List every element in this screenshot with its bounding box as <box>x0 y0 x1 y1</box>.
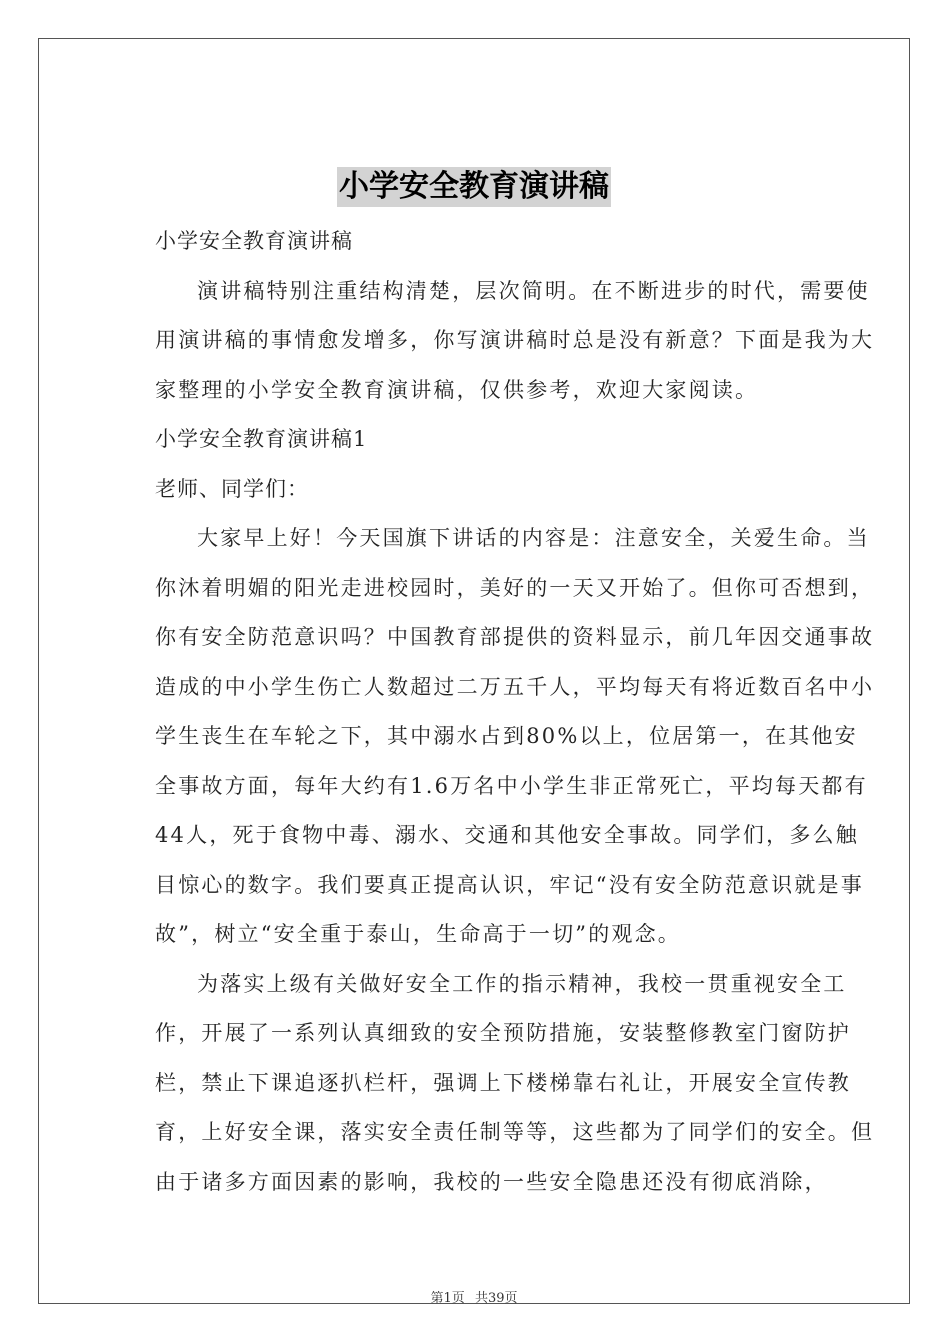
document-page <box>38 38 910 1304</box>
subtitle-line: 小学安全教育演讲稿 <box>155 229 353 253</box>
intro-paragraph: 演讲稿特别注重结构清楚，层次简明。在不断进步的时代，需要使用演讲稿的事情愈发增多，你写演讲稿时总是没有新意？下面是我为大家整理的小学安全教育演讲稿，仅供参考，欢迎大家阅读。 <box>155 278 875 402</box>
document-body <box>155 217 879 1207</box>
document-title: 小学安全教育演讲稿 <box>337 167 611 207</box>
page-footer <box>39 1287 909 1306</box>
page-number: 第1页 <box>430 1291 465 1306</box>
body-paragraph: 为落实上级有关做好安全工作的指示精神，我校一贯重视安全工作，开展了一系列认真细致的安全预防措施，安装整修教室门窗防护栏，禁止下课追逐扒栏杆，强调上下楼梯靠右礼让，开展安全宣传教育，上好安全课，落实安全责任制等等，这些都为了同学们的安全。但由于诸多方面因素的影响，我校的一些安全隐患还没有彻底消除， <box>155 971 875 1194</box>
section-heading: 小学安全教育演讲稿1 <box>155 427 368 451</box>
body-paragraph: 大家早上好！今天国旗下讲话的内容是：注意安全，关爱生命。当你沐着明媚的阳光走进校园时，美好的一天又开始了。但你可否想到，你有安全防范意识吗？中国教育部提供的资料显示，前几年因交通事故造成的中小学生伤亡人数超过二万五千人，平均每天有将近数百名中小学生丧生在车轮之下，其中溺水占到80%以上，位居第一，在其他安全事故方面，每年大约有1.6万名中小学生非正常死亡，平均每天都有44人，死于食物中毒、溺水、交通和其他安全事故。同学们，多么触目惊心的数字。我们要真正提高认识，牢记“没有安全防范意识就是事故”，树立“安全重于泰山，生命高于一切”的观念。 <box>155 526 875 946</box>
title-container <box>39 167 909 207</box>
salutation: 老师、同学们： <box>155 476 309 501</box>
page-total: 共39页 <box>474 1291 518 1306</box>
